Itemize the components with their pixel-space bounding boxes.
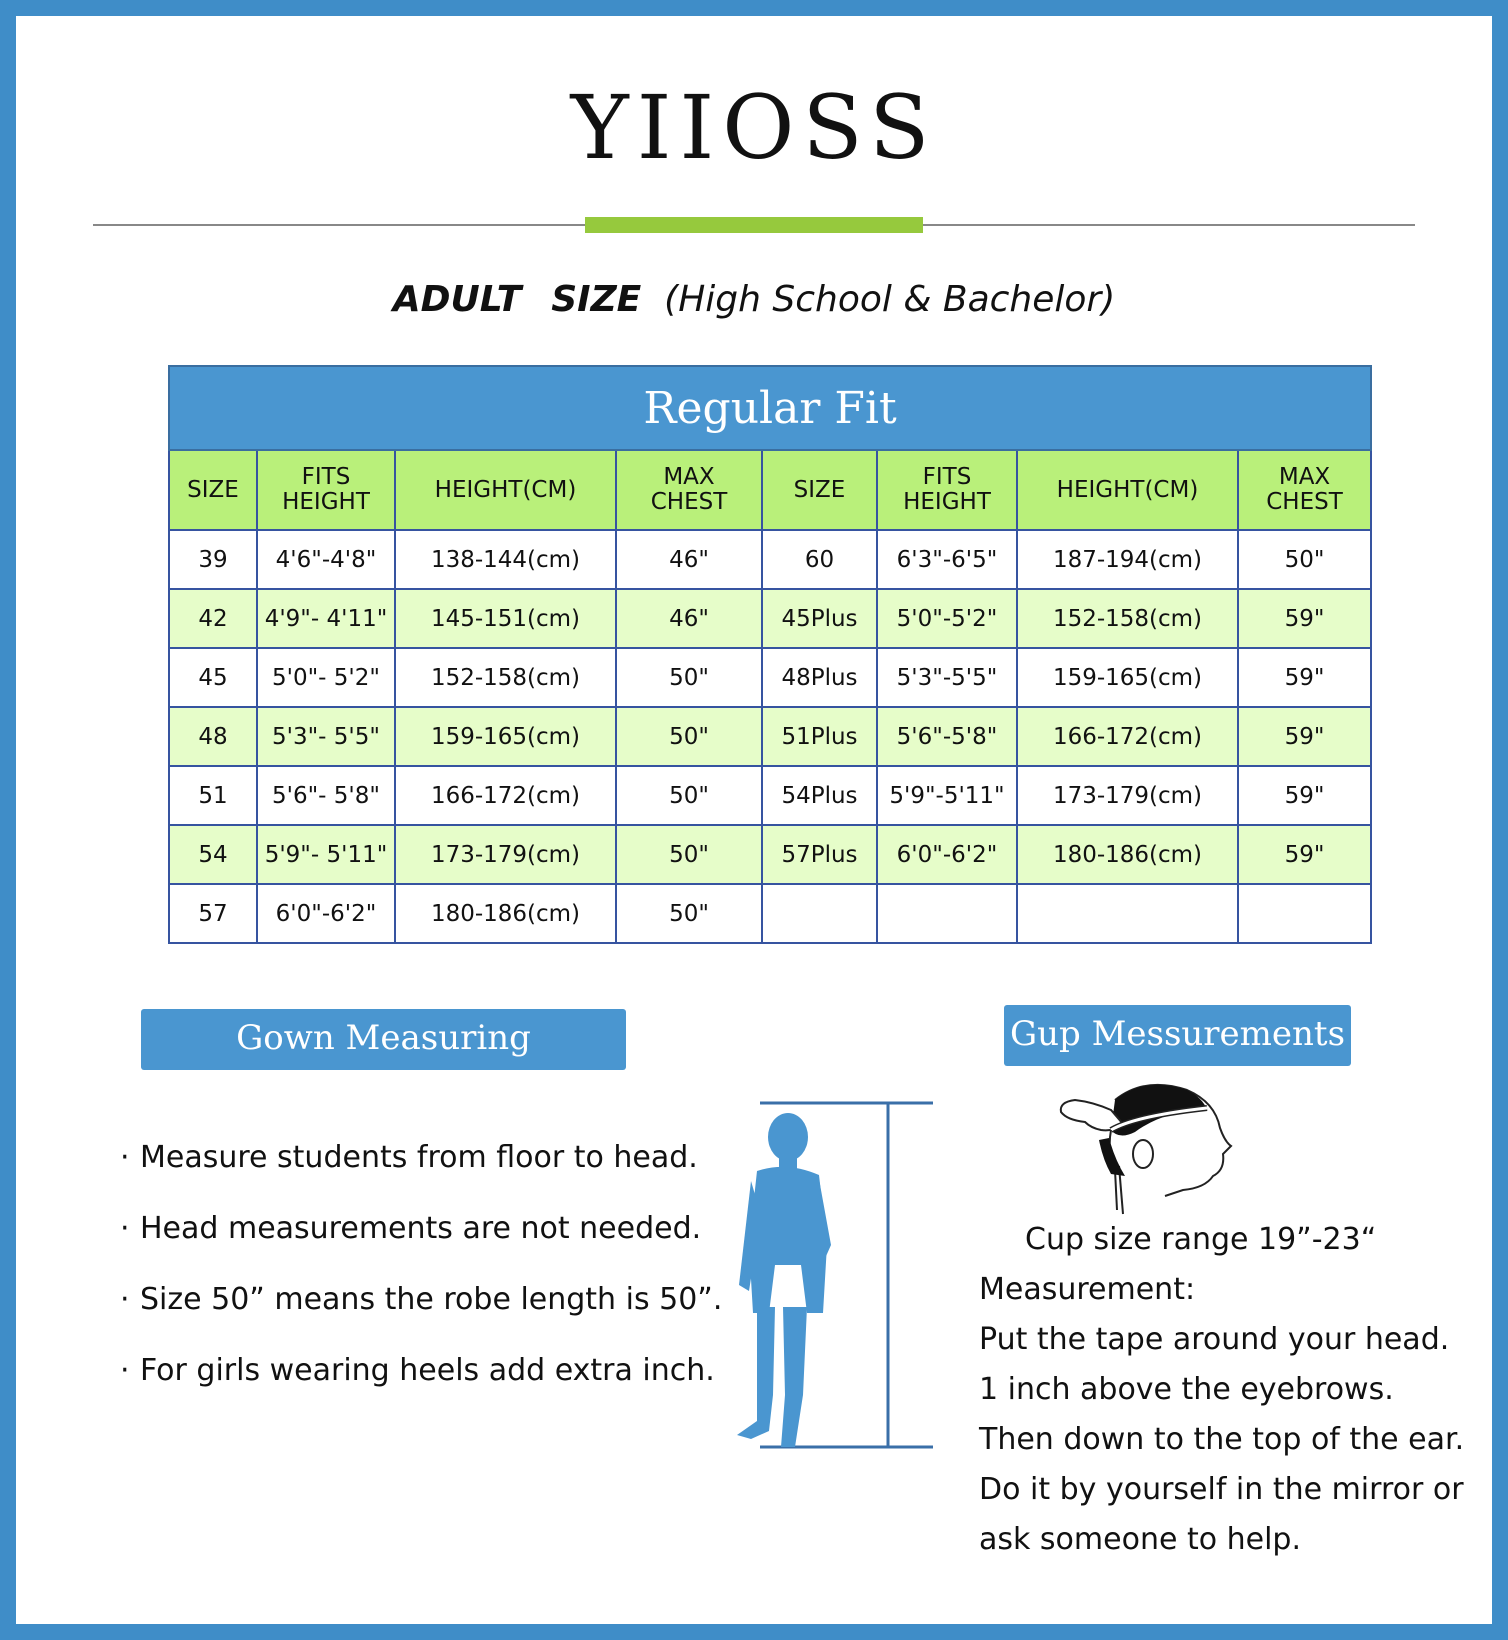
cell-max-chest: 59" xyxy=(1238,648,1371,707)
cell-max-chest: 59" xyxy=(1238,766,1371,825)
table-header-row xyxy=(169,450,1371,530)
cell-max-chest: 59" xyxy=(1238,589,1371,648)
cap-measurements-title: Gup Messurements xyxy=(1004,1005,1351,1066)
cell-fits-height: 5'0"-5'2" xyxy=(877,589,1017,648)
cell-height-cm: 187-194(cm) xyxy=(1017,530,1238,589)
cell-height-cm: 173-179(cm) xyxy=(1017,766,1238,825)
cell-height-cm: 152-158(cm) xyxy=(1017,589,1238,648)
cell-size: 57Plus xyxy=(762,825,877,884)
cell-height-cm: 180-186(cm) xyxy=(1017,825,1238,884)
header-max-chest: MAX CHEST xyxy=(1238,450,1371,530)
cell-size: 54 xyxy=(169,825,257,884)
subtitle-size: SIZE xyxy=(551,279,642,320)
cell-size xyxy=(762,884,877,943)
table-row xyxy=(169,648,1371,707)
table-row xyxy=(169,766,1371,825)
cell-max-chest: 50" xyxy=(616,648,762,707)
cap-line: ask someone to help. xyxy=(979,1522,1301,1557)
cell-size: 51Plus xyxy=(762,707,877,766)
subtitle-adult: ADULT xyxy=(392,279,522,320)
header-size: SIZE xyxy=(169,450,257,530)
header-fits-height: FITS HEIGHT xyxy=(257,450,395,530)
gown-instructions-list xyxy=(120,1128,723,1412)
cap-line: Measurement: xyxy=(979,1272,1196,1307)
cell-size: 57 xyxy=(169,884,257,943)
cap-line: 1 inch above the eyebrows. xyxy=(979,1372,1394,1407)
cell-height-cm: 166-172(cm) xyxy=(1017,707,1238,766)
cell-size: 45 xyxy=(169,648,257,707)
cell-max-chest: 59" xyxy=(1238,707,1371,766)
cell-fits-height: 5'6"- 5'8" xyxy=(257,766,395,825)
cell-size: 42 xyxy=(169,589,257,648)
cell-max-chest: 59" xyxy=(1238,825,1371,884)
divider-accent xyxy=(585,217,923,233)
cell-height-cm: 166-172(cm) xyxy=(395,766,616,825)
cell-height-cm: 145-151(cm) xyxy=(395,589,616,648)
cell-max-chest: 50" xyxy=(616,766,762,825)
cell-max-chest: 50" xyxy=(616,884,762,943)
cap-instructions xyxy=(979,1215,1479,1565)
table-title: Regular Fit xyxy=(169,366,1371,450)
subtitle-paren: (High School & Bachelor) xyxy=(664,279,1116,320)
cell-max-chest: 50" xyxy=(1238,530,1371,589)
cell-max-chest xyxy=(1238,884,1371,943)
cell-fits-height: 5'9"-5'11" xyxy=(877,766,1017,825)
list-item: · Head measurements are not needed. xyxy=(120,1211,702,1246)
cell-size: 45Plus xyxy=(762,589,877,648)
person-height-figure-icon xyxy=(735,1095,935,1455)
cell-height-cm: 138-144(cm) xyxy=(395,530,616,589)
gown-instructions-title: Gown Measuring Instructions xyxy=(141,1009,626,1070)
cell-fits-height: 5'3"-5'5" xyxy=(877,648,1017,707)
table-row xyxy=(169,530,1371,589)
list-item: · Measure students from floor to head. xyxy=(120,1140,698,1175)
page-subtitle xyxy=(0,275,1508,325)
cap-line: Then down to the top of the ear. xyxy=(979,1422,1465,1457)
cap-line: Do it by yourself in the mirror or xyxy=(979,1472,1464,1507)
size-table-wrapper xyxy=(168,365,1370,944)
cell-fits-height: 6'3"-6'5" xyxy=(877,530,1017,589)
cell-height-cm: 180-186(cm) xyxy=(395,884,616,943)
cell-max-chest: 46" xyxy=(616,589,762,648)
cell-size: 39 xyxy=(169,530,257,589)
cell-fits-height: 5'3"- 5'5" xyxy=(257,707,395,766)
cell-height-cm xyxy=(1017,884,1238,943)
head-measurement-icon xyxy=(1055,1080,1245,1220)
cell-size: 54Plus xyxy=(762,766,877,825)
cell-max-chest: 50" xyxy=(616,825,762,884)
list-item: · For girls wearing heels add extra inch. xyxy=(120,1353,715,1388)
cell-fits-height: 4'6"-4'8" xyxy=(257,530,395,589)
cell-fits-height: 6'0"-6'2" xyxy=(257,884,395,943)
cell-fits-height: 5'0"- 5'2" xyxy=(257,648,395,707)
table-row xyxy=(169,589,1371,648)
cap-size-range: Cup size range 19”-23“ xyxy=(1025,1222,1377,1257)
table-row xyxy=(169,825,1371,884)
cap-line: Put the tape around your head. xyxy=(979,1322,1450,1357)
cell-height-cm: 152-158(cm) xyxy=(395,648,616,707)
cell-height-cm: 159-165(cm) xyxy=(1017,648,1238,707)
cell-height-cm: 159-165(cm) xyxy=(395,707,616,766)
header-size: SIZE xyxy=(762,450,877,530)
cell-fits-height: 6'0"-6'2" xyxy=(877,825,1017,884)
cell-fits-height xyxy=(877,884,1017,943)
cell-max-chest: 50" xyxy=(616,707,762,766)
brand-title: YIIOSS xyxy=(570,76,938,179)
table-row xyxy=(169,884,1371,943)
cell-size: 48Plus xyxy=(762,648,877,707)
header-max-chest: MAX CHEST xyxy=(616,450,762,530)
list-item: · Size 50” means the robe length is 50”. xyxy=(120,1282,723,1317)
size-table xyxy=(168,365,1372,944)
cell-fits-height: 5'9"- 5'11" xyxy=(257,825,395,884)
table-row xyxy=(169,707,1371,766)
cell-fits-height: 5'6"-5'8" xyxy=(877,707,1017,766)
cell-size: 48 xyxy=(169,707,257,766)
header-fits-height: FITS HEIGHT xyxy=(877,450,1017,530)
header-height-cm: HEIGHT(CM) xyxy=(1017,450,1238,530)
header-height-cm: HEIGHT(CM) xyxy=(395,450,616,530)
cell-height-cm: 173-179(cm) xyxy=(395,825,616,884)
cell-size: 51 xyxy=(169,766,257,825)
cell-size: 60 xyxy=(762,530,877,589)
cell-fits-height: 4'9"- 4'11" xyxy=(257,589,395,648)
cell-max-chest: 46" xyxy=(616,530,762,589)
